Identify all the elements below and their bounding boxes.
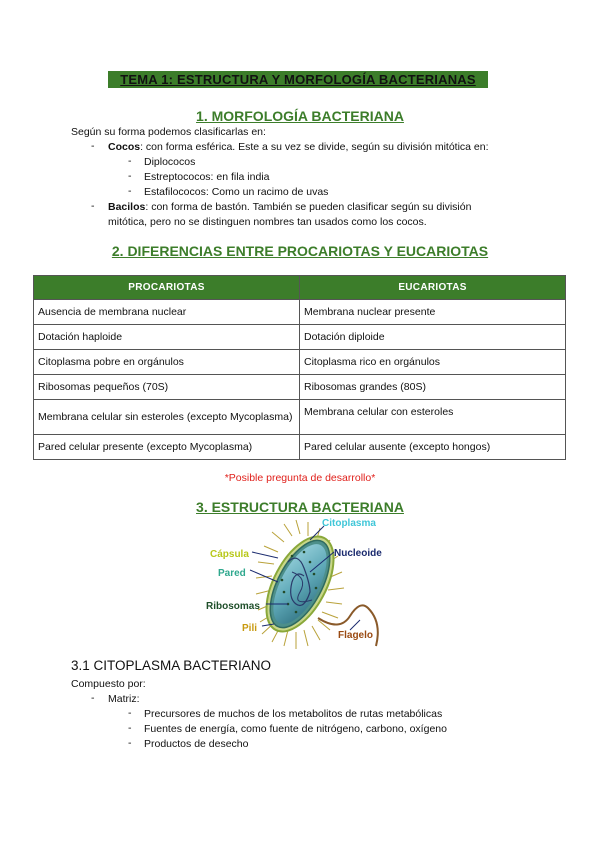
bacilos-term: Bacilos [108, 201, 146, 213]
list-bullet: - [91, 140, 95, 152]
list-bullet: - [91, 200, 95, 212]
table-row [34, 435, 566, 460]
bacilos-text-2: mitótica, pero no se distinguen nombres tan usados como los cocos. [108, 216, 427, 228]
main-title: TEMA 1: ESTRUCTURA Y MORFOLOGÍA BACTERIANAS [108, 71, 488, 88]
list-bullet: - [128, 707, 132, 719]
column-header-eucariotas: EUCARIOTAS [300, 276, 566, 300]
bacilos-text-1: : con forma de bastón. También se pueden clasificar según su división [145, 201, 472, 213]
cocos-text: : con forma esférica. Este a su vez se divide, según su división mitótica en: [140, 141, 489, 153]
cocos-type-3: Estafilococos: Como un racimo de uvas [144, 186, 329, 198]
cocos-type-2: Estreptococos: en fila india [144, 171, 270, 183]
bacilos-item [108, 200, 528, 214]
table-cell: Pared celular ausente (excepto hongos) [300, 435, 566, 460]
section-3-1-intro: Compuesto por: [71, 678, 146, 690]
list-bullet: - [128, 185, 132, 197]
cocos-type-1: Diplococos [144, 156, 196, 168]
table-cell: Dotación diploide [300, 325, 566, 350]
label-capsula: Cápsula [210, 549, 249, 560]
label-pili: Pili [242, 623, 258, 634]
exam-note: *Posible pregunta de desarrollo* [224, 472, 376, 484]
section-3-heading: 3. ESTRUCTURA BACTERIANA [196, 499, 404, 515]
table-row [34, 300, 566, 325]
table-cell: Pared celular presente (excepto Mycoplasma) [34, 435, 300, 460]
label-pared: Pared [218, 568, 246, 579]
table-cell: Membrana nuclear presente [300, 300, 566, 325]
label-flagelo: Flagelo [338, 630, 374, 641]
matriz-subitem-1: Precursores de muchos de los metabolitos de rutas metabólicas [144, 708, 443, 720]
table-row [34, 325, 566, 350]
column-header-procariotas: PROCARIOTAS [34, 276, 300, 300]
list-bullet: - [128, 737, 132, 749]
table-cell: Membrana celular con esteroles [300, 400, 566, 435]
list-bullet: - [128, 722, 132, 734]
table-cell: Ribosomas grandes (80S) [300, 375, 566, 400]
table-cell: Ribosomas pequeños (70S) [34, 375, 300, 400]
table-cell: Membrana celular sin esteroles (excepto Mycoplasma) [34, 400, 300, 435]
section-3-1-heading: 3.1 CITOPLASMA BACTERIANO [71, 658, 272, 673]
section-2-heading: 2. DIFERENCIAS ENTRE PROCARIOTAS Y EUCARIOTAS [111, 243, 489, 259]
table-header-row [34, 276, 566, 300]
table-row [34, 375, 566, 400]
section-1-heading: 1. MORFOLOGÍA BACTERIANA [196, 108, 404, 124]
table-cell: Citoplasma pobre en orgánulos [34, 350, 300, 375]
table-row [34, 400, 566, 435]
list-bullet: - [91, 692, 95, 704]
table-row [34, 350, 566, 375]
cocos-term: Cocos [108, 141, 141, 153]
table-cell: Dotación haploide [34, 325, 300, 350]
matriz-subitem-3: Productos de desecho [144, 738, 249, 750]
label-citoplasma: Citoplasma [322, 518, 376, 529]
comparison-table [33, 275, 566, 460]
table-cell: Citoplasma rico en orgánulos [300, 350, 566, 375]
label-nucleoide: Nucleoide [334, 548, 382, 559]
section-1-intro: Según su forma podemos clasificarlas en: [71, 126, 266, 138]
label-ribosomas: Ribosomas [206, 601, 260, 612]
bacterial-structure-diagram [200, 512, 400, 662]
table-cell: Ausencia de membrana nuclear [34, 300, 300, 325]
cocos-item [108, 140, 489, 154]
matriz-item: Matriz: [108, 693, 140, 705]
list-bullet: - [128, 155, 132, 167]
list-bullet: - [128, 170, 132, 182]
matriz-subitem-2: Fuentes de energía, como fuente de nitrógeno, carbono, oxígeno [144, 723, 447, 735]
